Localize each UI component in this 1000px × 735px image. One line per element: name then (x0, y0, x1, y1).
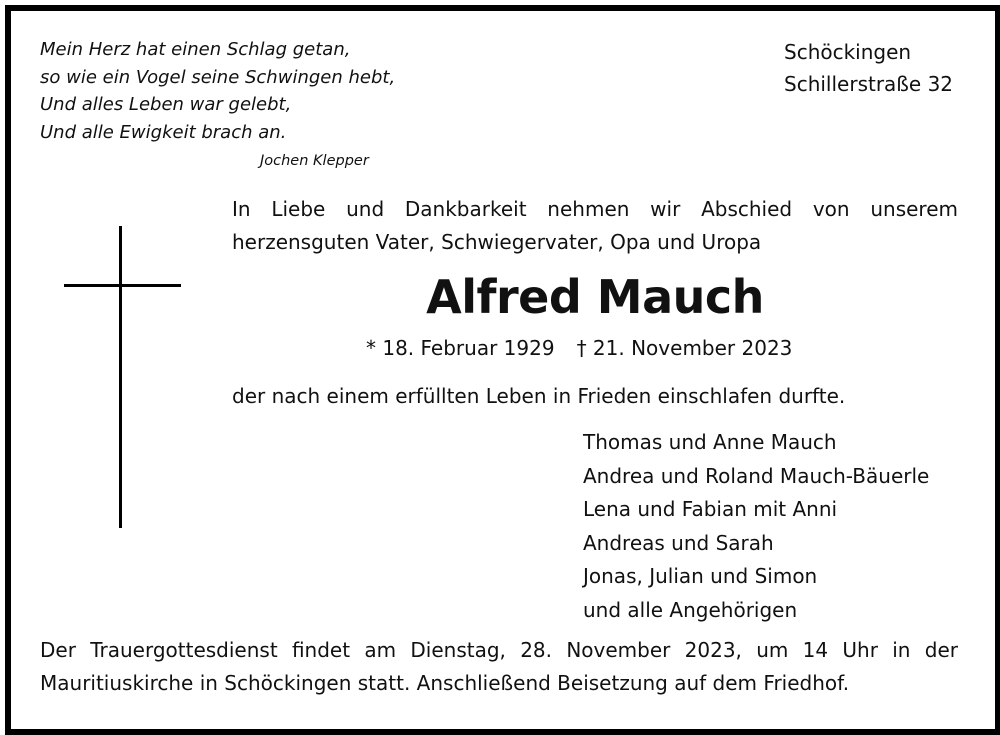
poem-line: Mein Herz hat einen Schlag getan, (40, 39, 351, 60)
intro-line: herzensguten Vater, Schwiegervater, Opa und Uropa (232, 230, 762, 254)
poem-line: Und alle Ewigkeit brach an. (40, 121, 287, 143)
life-dates (366, 336, 792, 360)
mourner-entry: Lena und Fabian mit Anni (583, 497, 838, 521)
death-date: † 21. November 2023 (576, 336, 793, 360)
cross-horizontal-bar (64, 284, 181, 287)
mourner-entry: Andrea und Roland Mauch-Bäuerle (583, 463, 930, 488)
mourners-list (583, 426, 929, 627)
mourner-entry: Jonas, Julian und Simon (583, 564, 818, 588)
address-street: Schillerstraße 32 (784, 72, 954, 96)
mourner-entry: Andreas und Sarah (583, 530, 774, 555)
cross-vertical-bar (119, 226, 122, 528)
poem-line: Und alles Leben war gelebt, (40, 94, 292, 115)
intro-text (232, 193, 958, 259)
intro-line: In Liebe und Dankbarkeit nehmen wir Abschied von unserem (232, 197, 958, 221)
address-town: Schöckingen (784, 40, 912, 64)
poem-author: Jochen Klepper (260, 153, 369, 169)
service-line: Der Trauergottesdienst findet am Dienstag, 28. November 2023, um 14 Uhr in der (40, 638, 958, 662)
family-address (784, 36, 953, 100)
mourner-entry: Thomas und Anne Mauch (583, 430, 837, 454)
peace-text: der nach einem erfüllten Leben in Frieden einschlafen durfte. (232, 384, 846, 408)
funeral-service-info (40, 634, 958, 700)
service-line: Mauritiuskirche in Schöckingen statt. Anschließend Beisetzung auf dem Friedhof. (40, 671, 850, 695)
birth-date: * 18. Februar 1929 (366, 336, 555, 360)
poem (40, 36, 460, 146)
mourner-entry: und alle Angehörigen (583, 597, 798, 622)
poem-line: so wie ein Vogel seine Schwingen hebt, (40, 66, 396, 88)
deceased-name: Alfred Mauch (426, 270, 764, 324)
